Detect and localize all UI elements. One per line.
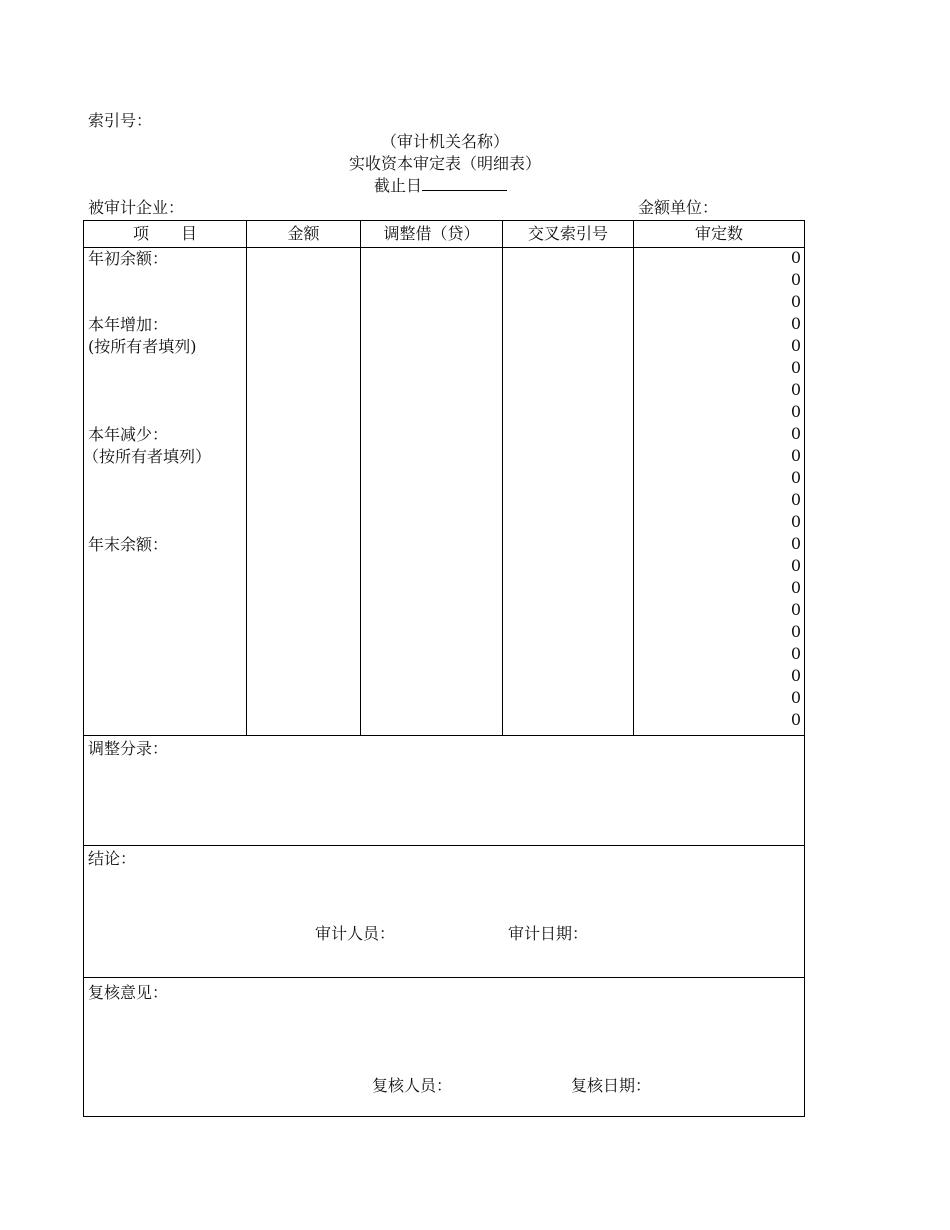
adjustment-section xyxy=(83,735,805,846)
approved-value: 0 xyxy=(790,556,801,575)
approved-value: 0 xyxy=(790,644,801,663)
approved-value: 0 xyxy=(790,666,801,685)
approved-value: 0 xyxy=(790,710,801,729)
column-header-adjustment: 调整借（贷） xyxy=(383,224,480,243)
review-section xyxy=(83,977,805,1117)
audited-entity-label: 被审计企业： xyxy=(88,198,185,217)
col-divider-4 xyxy=(633,220,634,736)
row-label-decrease: 本年减少： xyxy=(88,425,169,444)
amount-unit-label: 金额单位： xyxy=(638,198,719,217)
col-divider-2 xyxy=(360,220,361,736)
approved-value: 0 xyxy=(790,468,801,487)
row-label-increase-note: (按所有者填列) xyxy=(88,337,197,356)
review-opinion-label: 复核意见： xyxy=(88,983,169,1002)
org-name: （审计机关名称） xyxy=(380,132,509,151)
approved-value: 0 xyxy=(790,358,801,377)
column-header-amount: 金额 xyxy=(287,224,320,243)
column-header-item: 项 目 xyxy=(132,224,197,243)
col-divider-3 xyxy=(502,220,503,736)
page-title: 实收资本审定表（明细表） xyxy=(348,154,541,173)
header-row-divider xyxy=(83,247,805,248)
approved-value: 0 xyxy=(790,380,801,399)
approved-value: 0 xyxy=(790,314,801,333)
row-label-opening-balance: 年初余额： xyxy=(88,249,169,268)
approved-values-column xyxy=(760,247,804,735)
col-divider-1 xyxy=(246,220,247,736)
approved-value: 0 xyxy=(790,270,801,289)
approved-value: 0 xyxy=(790,424,801,443)
approved-value: 0 xyxy=(790,512,801,531)
approved-value: 0 xyxy=(790,446,801,465)
reviewer-label: 复核人员： xyxy=(372,1076,453,1095)
approved-value: 0 xyxy=(790,622,801,641)
column-header-approved: 审定数 xyxy=(694,224,743,243)
cutoff-date xyxy=(374,176,507,196)
approved-value: 0 xyxy=(790,578,801,597)
index-number-label: 索引号： xyxy=(88,111,153,130)
row-label-closing-balance: 年末余额： xyxy=(88,535,169,554)
approved-value: 0 xyxy=(790,248,801,267)
approved-value: 0 xyxy=(790,688,801,707)
review-date-label: 复核日期： xyxy=(571,1076,652,1095)
conclusion-section xyxy=(83,845,805,978)
detail-table xyxy=(83,220,805,736)
approved-value: 0 xyxy=(790,600,801,619)
auditor-label: 审计人员： xyxy=(315,924,396,943)
row-label-decrease-note: （按所有者填列） xyxy=(83,447,212,466)
approved-value: 0 xyxy=(790,490,801,509)
adjustment-label: 调整分录： xyxy=(88,739,169,758)
column-header-cross-index: 交叉索引号 xyxy=(527,224,608,243)
approved-value: 0 xyxy=(790,336,801,355)
conclusion-label: 结论： xyxy=(88,849,137,868)
row-label-increase: 本年增加： xyxy=(88,315,169,334)
cutoff-date-label: 截止日 xyxy=(374,176,423,195)
approved-value: 0 xyxy=(790,292,801,311)
approved-value: 0 xyxy=(790,534,801,553)
audit-date-label: 审计日期： xyxy=(508,924,589,943)
cutoff-date-blank xyxy=(422,176,507,191)
approved-value: 0 xyxy=(790,402,801,421)
